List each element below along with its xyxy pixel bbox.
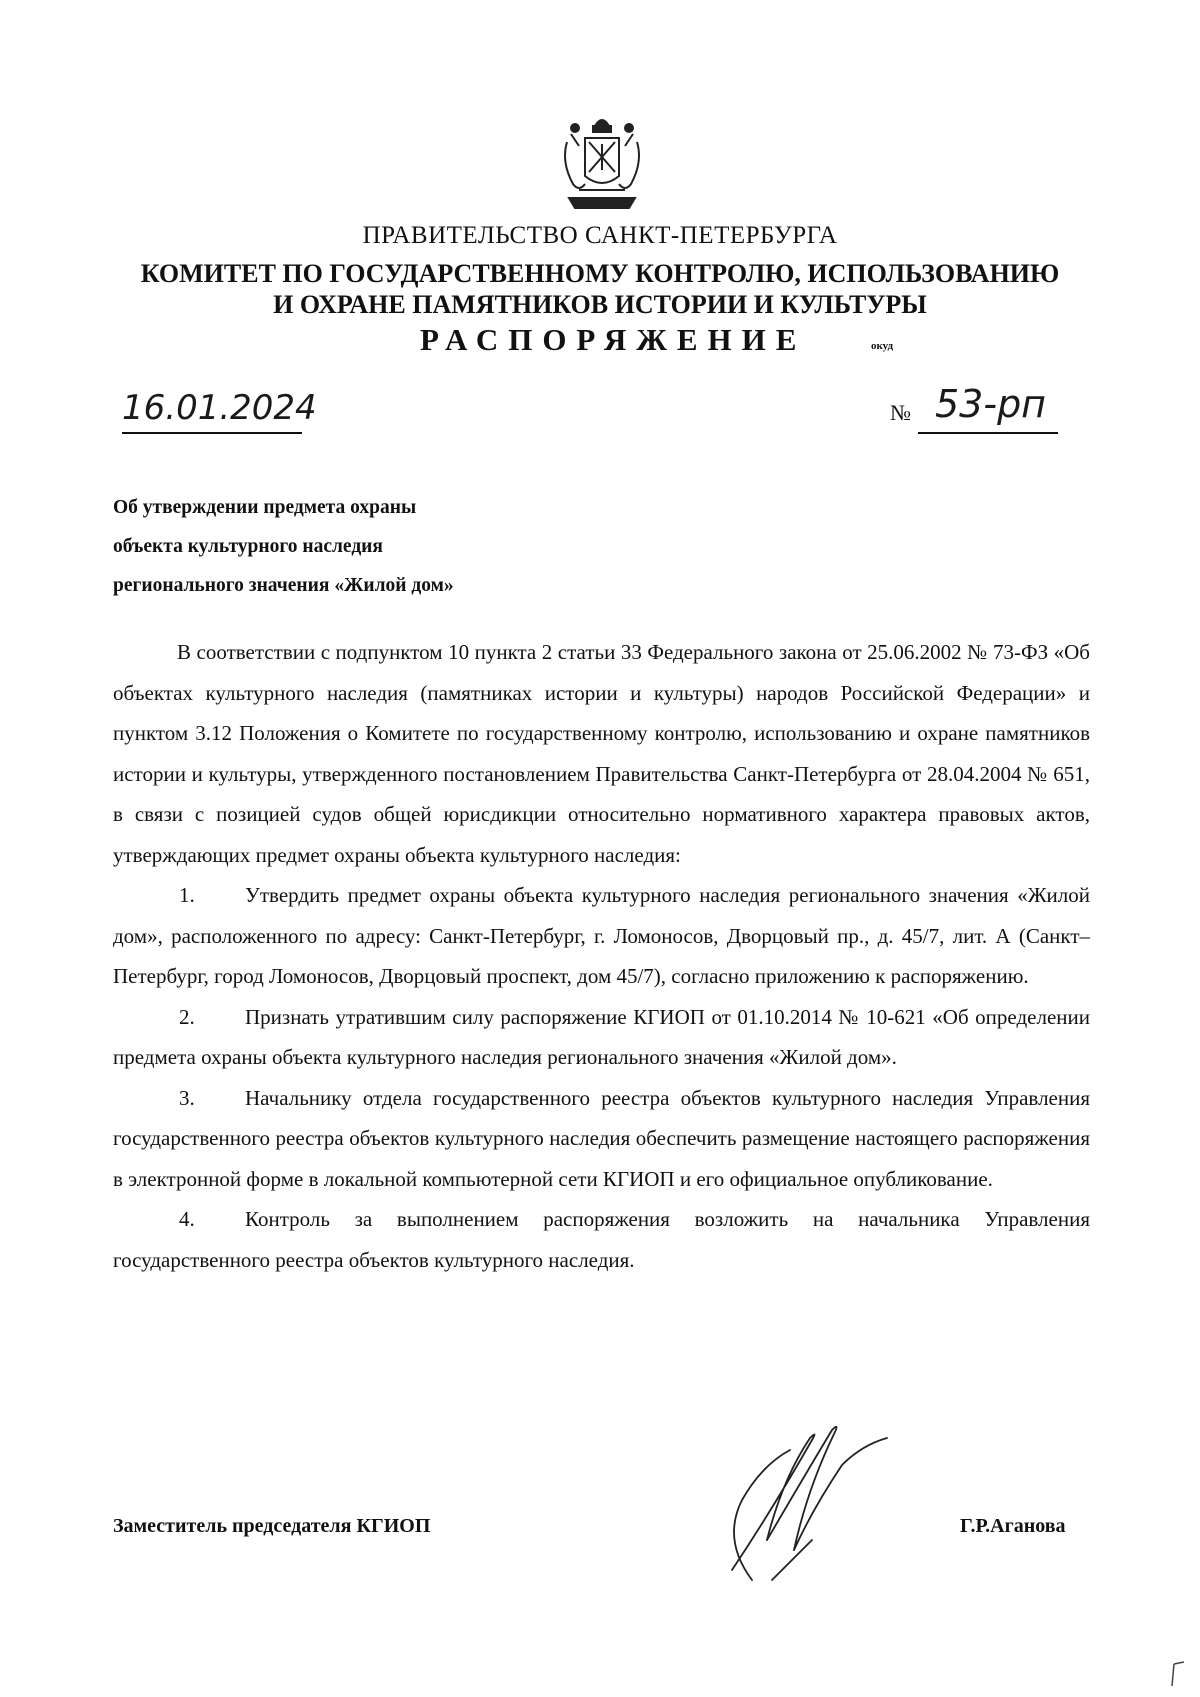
- coat-of-arms-icon: [559, 112, 645, 212]
- document-body: [113, 632, 1090, 1280]
- handwritten-signature-icon: [712, 1420, 892, 1590]
- list-item: [113, 1199, 1090, 1280]
- item-text: Начальнику отдела государственного реестра объектов культурного наследия Управления государственного реестра объектов культурного наследия обеспечить размещение настоящего распоряжения в электронной форме в локальной компьютерной сети КГИОП и его официальное опубликование.: [113, 1085, 1090, 1191]
- committee-line-1: КОМИТЕТ ПО ГОСУДАРСТВЕННОМУ КОНТРОЛЮ, ИСПОЛЬЗОВАНИЮ: [140, 259, 1060, 288]
- number-sign: №: [890, 400, 911, 425]
- committee-line-2: И ОХРАНЕ ПАМЯТНИКОВ ИСТОРИИ И КУЛЬТУРЫ: [273, 290, 927, 319]
- date-underline: [122, 432, 302, 434]
- item-text: Контроль за выполнением распоряжения возложить на начальника Управления государственного реестра объектов культурного наследия.: [113, 1207, 1090, 1272]
- document-type: РАСПОРЯЖЕНИЕ: [420, 322, 807, 357]
- item-text: Признать утратившим силу распоряжение КГИОП от 01.10.2014 № 10-621 «Об определении предмета охраны объекта культурного наследия регионального значения «Жилой дом».: [113, 1004, 1090, 1069]
- item-number: 1.: [179, 883, 195, 907]
- scan-mark-icon: [1168, 1660, 1188, 1690]
- item-number: 2.: [179, 1004, 195, 1029]
- list-item: [113, 997, 1090, 1078]
- subject-line-3: регионального значения «Жилой дом»: [113, 575, 454, 596]
- subject-line-2: объекта культурного наследия: [113, 536, 383, 557]
- item-number: 3.: [179, 1085, 195, 1110]
- item-text: Утвердить предмет охраны объекта культурного наследия регионального значения «Жилой дом», расположенного по адресу: Санкт-Петербург, г. Ломоносов, Дворцовый пр., д. 45/7, лит. А (Санкт–Петербург, город Ломоносов, Дворцовый проспект, дом 45/7), согласно приложению к распоряжению.: [113, 883, 1090, 988]
- document-number: 53-рп: [935, 382, 1047, 426]
- signatory-name: Г.Р.Аганова: [960, 1515, 1066, 1537]
- list-item: [113, 875, 1090, 997]
- number-underline: [918, 432, 1058, 434]
- signatory-title: Заместитель председателя КГИОП: [113, 1515, 431, 1537]
- committee-heading: [0, 258, 1200, 320]
- list-item: [113, 1078, 1090, 1200]
- government-heading: ПРАВИТЕЛЬСТВО САНКТ-ПЕТЕРБУРГА: [362, 222, 838, 249]
- preamble-paragraph: В соответствии с подпунктом 10 пункта 2 статьи 33 Федерального закона от 25.06.2002 № 73-ФЗ «Об объектах культурного наследия (памятниках истории и культуры) народов Российской Федерации» и пунктом 3.12 Положения о Комитете по государственному контролю, использованию и охране памятников истории и культуры, утвержденного постановлением Правительства Санкт-Петербурга от 28.04.2004 № 651, в связи с позицией судов общей юрисдикции относительно нормативного характера правовых актов, утверждающих предмет охраны объекта культурного наследия:: [113, 640, 1090, 867]
- okud-label: окуд: [871, 340, 894, 352]
- document-subject: [113, 488, 713, 605]
- subject-line-1: Об утверждении предмета охраны: [113, 497, 417, 518]
- document-date: 16.01.2024: [122, 388, 317, 428]
- item-number: 4.: [179, 1207, 195, 1231]
